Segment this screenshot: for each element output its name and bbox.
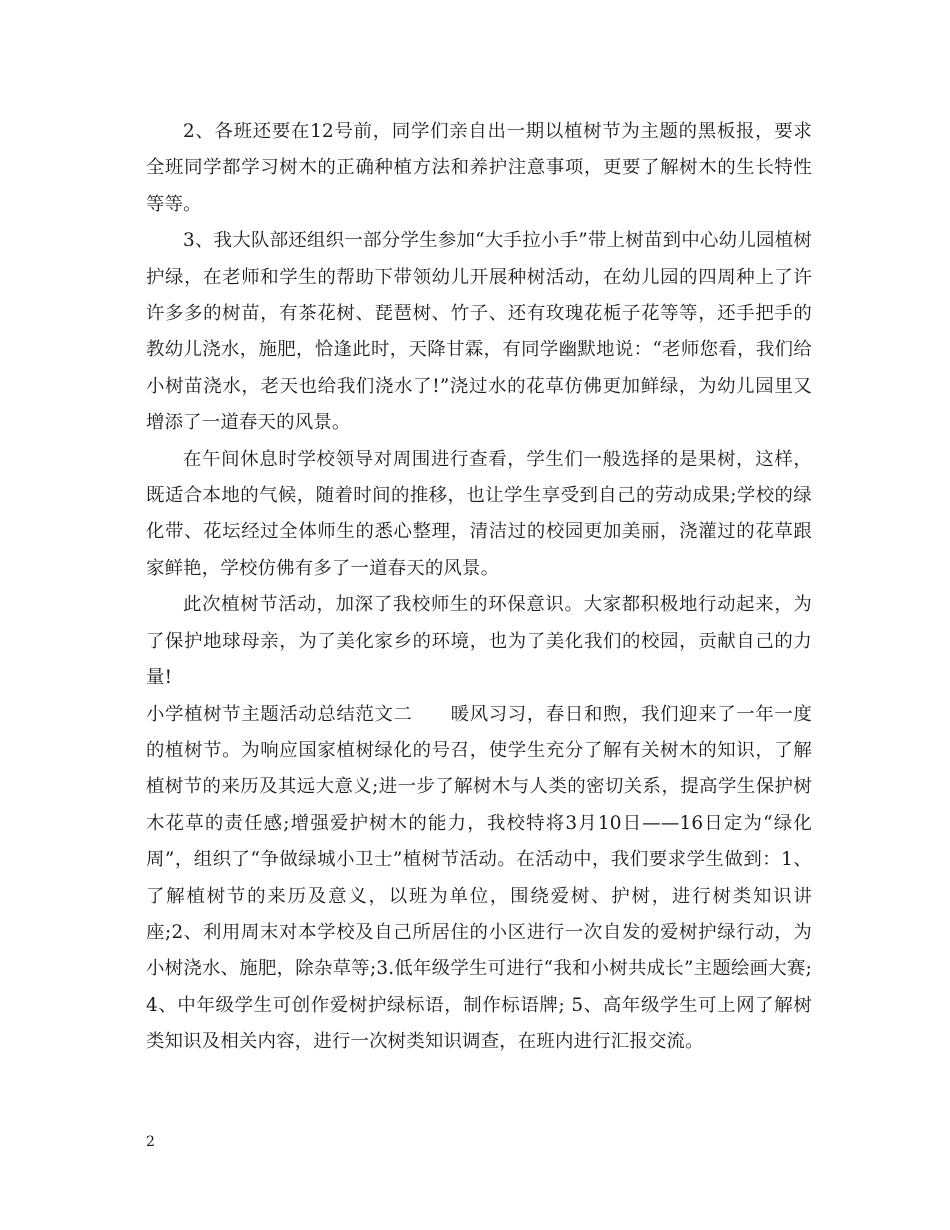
page-number: 2: [146, 1134, 155, 1150]
paragraph-blackboard: 2、各班还要在12号前，同学们亲自出一期以植树节为主题的黑板报，要求全班同学都学习树木的正确种植方法和养护注意事项，更要了解树木的生长特性等等。: [146, 121, 812, 215]
paragraph-kindergarten: 3、我大队部还组织一部分学生参加“大手拉小手”带上树苗到中心幼儿园植树护绿，在老师和学生的帮助下带领幼儿开展种树活动，在幼儿园的四周种上了许许多多的树苗，有茶花树、琵琶树、竹子、还有玫瑰花栀子花等等，还手把手的教幼儿浇水，施肥，恰逢此时，天降甘霖，有同学幽默地说：“老师您看，我们给小树苗浇水，老天也给我们浇水了!”浇过水的花草仿佛更加鲜绿，为幼儿园里又增添了一道春天的风景。: [146, 230, 812, 434]
document-body: [146, 114, 819, 1061]
paragraph-noon-inspection: 在午间休息时学校领导对周围进行查看，学生们一般选择的是果树，这样，既适合本地的气候，随着时间的推移，也让学生享受到自己的劳动成果;学校的绿化带、花坛经过全体师生的悉心整理，清洁过的校园更加美丽，浇灌过的花草跟家鲜艳，学校仿佛有多了一道春天的风景。: [146, 448, 812, 579]
paragraph-conclusion: 此次植树节活动，加深了我校师生的环保意识。大家都积极地行动起来，为了保护地球母亲，为了美化家乡的环境，也为了美化我们的校园，贡献自己的力量!: [146, 594, 812, 689]
paragraph-sample-two: 小学植树节主题活动总结范文二 暖风习习，春日和煦，我们迎来了一年一度的植树节。为响应国家植树绿化的号召，使学生充分了解有关树木的知识，了解植树节的来历及其远大意义;进一步了解树木与人类的密切关系，提高学生保护树木花草的责任感;增强爱护树木的能力，我校特将3月10日——16日定为“绿化周”，组织了“争做绿城小卫士”植树节活动。在活动中，我们要求学生做到：1、了解植树节的来历及意义，以班为单位，围绕爱树、护树，进行树类知识讲座;2、利用周末对本学校及自己所居住的小区进行一次自发的爱树护绿行动，为小树浇水、施肥，除杂草等;3.低年级学生可进行“我和小树共成长”主题绘画大赛; 4、中年级学生可创作爱树护绿标语，制作标语牌; 5、高年级学生可上网了解树类知识及相关内容，进行一次树类知识调查，在班内进行汇报交流。: [146, 703, 819, 1053]
